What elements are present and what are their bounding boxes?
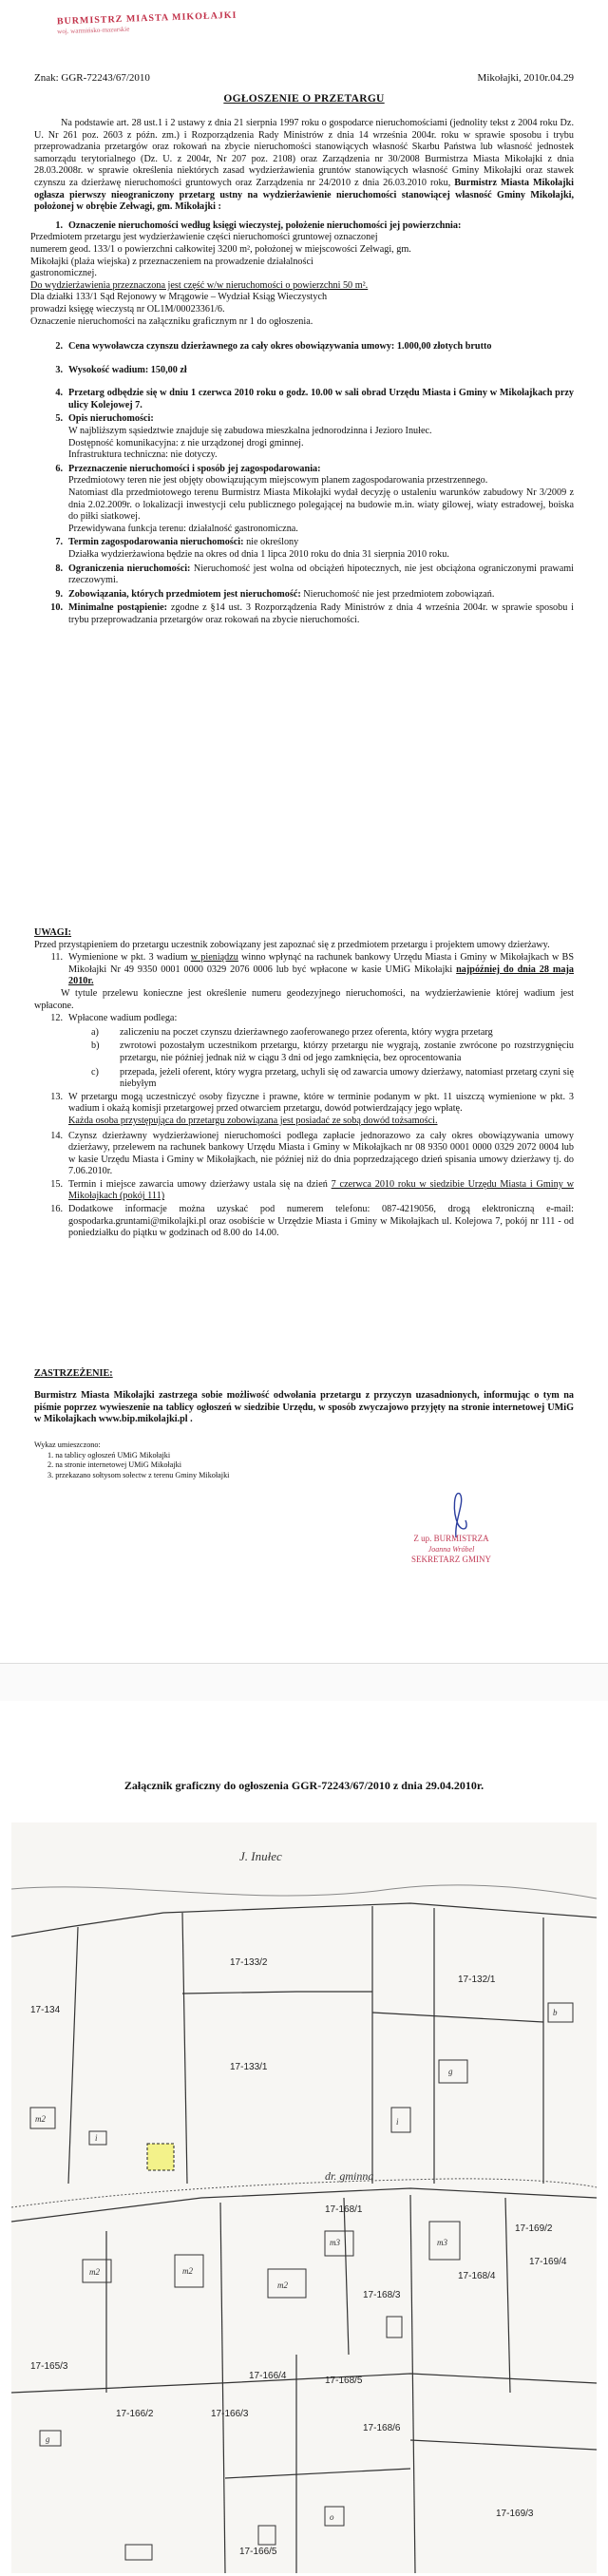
building-label: m2 bbox=[277, 2280, 288, 2290]
parcel-label: 17-166/4 bbox=[249, 2371, 287, 2381]
remark-12-c bbox=[63, 1067, 574, 1091]
item-1-line: Mikołajki (plaża wiejska) z przeznaczeniem na prowadzenie działalności bbox=[30, 256, 314, 267]
posting-item: 3. przekazano sołtysom sołectw z terenu Gminy Mikołajki bbox=[48, 1470, 230, 1479]
remark-12 bbox=[34, 1013, 574, 1025]
parcel-label: 17-168/5 bbox=[325, 2376, 363, 2386]
list-item-7 bbox=[34, 537, 574, 561]
parcel-label: 17-165/3 bbox=[30, 2361, 68, 2372]
item-number: 4. bbox=[55, 388, 63, 399]
list-item-5 bbox=[34, 413, 574, 461]
item-10-text: zgodne z §14 ust. 3 Rozporządzenia Rady Ministrów z dnia 4 września 2004r. w sprawie sposobu i trybu przeprowadzania przetargów oraz rokowań na zbycie nieruchomości. bbox=[68, 602, 575, 625]
remark-14 bbox=[34, 1131, 574, 1178]
remark-11-text: Wymienione w pkt. 3 wadium bbox=[68, 952, 191, 964]
item-1-line: Do wydzierżawienia przeznaczona jest część w/w nieruchomości o powierzchni 50 m². bbox=[30, 279, 369, 291]
parcel-label: 17-168/4 bbox=[458, 2271, 496, 2281]
sub-letter: c) bbox=[91, 1066, 99, 1078]
item-content bbox=[68, 220, 574, 233]
posting-item: 2. na stronie internetowej UMiG Mikołajki bbox=[48, 1460, 181, 1469]
signature-line-3: SEKRETARZ GMINY bbox=[410, 1555, 492, 1564]
list-item-9 bbox=[34, 589, 574, 601]
building-label: g bbox=[46, 2434, 50, 2444]
list-item-3 bbox=[34, 365, 574, 377]
parcel-label: 17-133/2 bbox=[230, 1957, 268, 1968]
item-7-title: Termin zagospodarowania nieruchomości: bbox=[68, 537, 244, 548]
item-6-line: Przedmiotowy teren nie jest objęty obowiązującym miejscowym planem zagospodarowania przestrzennego. bbox=[68, 475, 488, 487]
lake-label: J. Inułec bbox=[239, 1849, 282, 1863]
remark-11 bbox=[34, 952, 574, 988]
building-label: i bbox=[95, 2133, 98, 2143]
remarks-label: UWAGI: bbox=[34, 927, 72, 938]
remark-15-text: Termin i miejsce zawarcia umowy dzierżawy ustala się na dzień bbox=[68, 1178, 332, 1190]
building-label: g bbox=[448, 2067, 453, 2076]
parcel-label: 17-166/5 bbox=[239, 2547, 277, 2557]
parcel-label: 17-132/1 bbox=[458, 1975, 496, 1985]
list-item-6 bbox=[34, 464, 574, 536]
lease-area-highlight bbox=[147, 2144, 174, 2170]
item-content bbox=[68, 1179, 574, 1203]
announcement-body bbox=[30, 118, 575, 627]
item-1-line: Oznaczenie nieruchomości na załączniku graficznym nr 1 do ogłoszenia. bbox=[30, 315, 314, 327]
map-background bbox=[11, 1822, 597, 2573]
item-number: 2. bbox=[55, 341, 63, 353]
item-content bbox=[68, 537, 574, 561]
list-item-1 bbox=[34, 220, 574, 233]
signature-stamp bbox=[380, 1492, 522, 1568]
item-7-title-rest: nie określony bbox=[243, 537, 299, 548]
remark-15-date: 7 czerwca 2010 roku w siedzibie Urzędu Miasta i Gminy w Mikołajkach (pokój 111) bbox=[68, 1178, 574, 1202]
item-number: 5. bbox=[55, 413, 63, 425]
item-number: 11. bbox=[50, 952, 63, 964]
remark-12-b bbox=[63, 1040, 574, 1064]
item-2-text: Cena wywoławcza czynszu dzierżawnego za cały okres obowiązywania umowy: 1.000,00 złotych brutto bbox=[68, 341, 492, 353]
parcel-label: 17-168/6 bbox=[363, 2423, 401, 2433]
building-label: m2 bbox=[35, 2114, 46, 2124]
item-6-line: Natomiast dla przedmiotowego terenu Burmistrz Miasta Mikołajki wydał decyzję o ustaleniu warunków zabudowy Nr 3/2009 z dnia 2.02.2009r. o lokalizacji inwestycji celu publicznego polegającej na budowie m.in. wiaty gilowej, wiaty estradowej, boiska do piłki siatkowej. bbox=[68, 487, 574, 523]
posting-item: 1. na tablicy ogłoszeń UMiG Mikołajki bbox=[48, 1450, 171, 1460]
remark-16 bbox=[34, 1204, 574, 1240]
item-5-line: Infrastruktura techniczna: nie dotyczy. bbox=[68, 449, 218, 461]
remark-13 bbox=[34, 1092, 574, 1128]
remark-12-a bbox=[63, 1027, 574, 1040]
parcel-label: 17-134 bbox=[30, 2005, 61, 2015]
building-label: m2 bbox=[182, 2266, 193, 2276]
item-1-details bbox=[30, 232, 574, 328]
cadastral-map bbox=[11, 1822, 597, 2573]
road-label: dr. gminna bbox=[325, 2169, 374, 2183]
intro-paragraph bbox=[34, 118, 574, 214]
office-stamp bbox=[57, 10, 238, 38]
sub-letter: a) bbox=[91, 1026, 99, 1038]
reservation-title: ZASTRZEŻENIE: bbox=[34, 1368, 113, 1380]
item-5-title: Opis nieruchomości: bbox=[68, 413, 154, 425]
remark-11-underlined: w pieniądzu bbox=[190, 952, 238, 964]
remark-13-identity: Każda osoba przystępująca do przetargu zobowiązana jest posiadać ze sobą dowód tożsamości. bbox=[68, 1115, 438, 1126]
item-content bbox=[68, 952, 574, 988]
reference-number: Znak: GGR-72243/67/2010 bbox=[34, 72, 150, 84]
parcel-label: 17-168/1 bbox=[325, 2204, 363, 2215]
item-10-title: Minimalne postąpienie: bbox=[68, 602, 168, 614]
item-number: 16. bbox=[50, 1204, 63, 1215]
remark-15 bbox=[34, 1179, 574, 1203]
parcel-label: 17-166/2 bbox=[116, 2409, 154, 2419]
building-label: o bbox=[330, 2512, 334, 2522]
item-4-text: Przetarg odbędzie się w dniu 1 czerwca 2010 roku o godz. 10.00 w sali obrad Urzędu Miasta i Gminy w Mikołajkach przy ulicy Kolejowej 7. bbox=[68, 388, 574, 410]
item-1-line: Przedmiotem przetargu jest wydzierżawienie części nieruchomości gruntowej oznaczonej bbox=[30, 232, 378, 243]
building-label: i bbox=[396, 2117, 399, 2127]
signature-line-2: Joanna Wróbel bbox=[428, 1545, 475, 1554]
item-number: 12. bbox=[50, 1013, 63, 1024]
item-1-line: Dla działki 133/1 Sąd Rejonowy w Mrągowie – Wydział Ksiąg Wieczystych bbox=[30, 292, 328, 303]
remark-12-b-text: zwrotowi pozostałym uczestnikom przetargu, którzy przetargu nie wygrają, zostanie zwrócone po rozstrzygnięciu przetargu, nie później jednak niż w ciągu 3 dni od jego zamknięcia, bez oprocentowania bbox=[120, 1040, 574, 1063]
building-label: b bbox=[553, 2008, 558, 2017]
signature-text bbox=[380, 1534, 522, 1565]
item-number: 3. bbox=[55, 364, 63, 375]
remark-13-text: W przetargu mogą uczestniczyć osoby fizyczne i prawne, które w terminie podanym w pkt. 11 uiszczą wymienione w pkt. 3 wadium i okażą komisji przetargowej przed otwarciem przetargu, dowód potwierdzający jego wpłatę. bbox=[68, 1091, 574, 1115]
item-number: 14. bbox=[50, 1130, 63, 1141]
remark-12-title: Wpłacone wadium podlega: bbox=[68, 1013, 178, 1024]
intro-bold-text: Burmistrz Miasta Mikołajki ogłasza pierwszy nieograniczony przetarg ustny na wydzierżawienie nieruchomości stanowiącej własność Gminy Mikołajki, położonej w obrębie Zełwagi, gm. Mikołajki : bbox=[34, 177, 575, 213]
parcel-label: 17-169/2 bbox=[515, 2223, 553, 2234]
reservation-section bbox=[34, 1359, 574, 1436]
stamp-line-1: BURMISTRZ MIASTA MIKOŁAJKI bbox=[56, 10, 238, 28]
item-number: 10. bbox=[50, 602, 63, 614]
signature-scribble-icon bbox=[428, 1492, 484, 1539]
item-content bbox=[68, 413, 574, 461]
item-number: 1. bbox=[55, 219, 63, 231]
item-number: 9. bbox=[55, 588, 63, 600]
item-content bbox=[68, 464, 574, 536]
list-item-8 bbox=[34, 563, 574, 587]
list-item-4 bbox=[34, 388, 574, 411]
remarks-intro: Przed przystąpieniem do przetargu uczestnik zobowiązany jest zapoznać się z przedmiotem przetargu i projektem umowy dzierżawy. bbox=[34, 939, 550, 950]
item-content bbox=[68, 563, 574, 587]
item-7-line: Działka wydzierżawiona będzie na okres od dnia 1 lipca 2010 roku do dnia 31 sierpnia 2010 roku. bbox=[68, 549, 449, 560]
item-content bbox=[68, 1092, 574, 1128]
remark-11-transfer-note: W tytule przelewu konieczne jest określenie numeru geodezyjnego nieruchomości, na wydzierżawienie której wadium jest wpłacone. bbox=[34, 987, 574, 1011]
item-number: 7. bbox=[55, 537, 63, 548]
item-5-line: Dostępność komunikacyjna: z nie urządzonej drogi gminnej. bbox=[68, 437, 304, 448]
posting-list bbox=[34, 1441, 319, 1480]
item-5-line: W najbliższym sąsiedztwie znajduje się zabudowa mieszkalna jednorodzinna i Jezioro Inułec. bbox=[68, 426, 432, 437]
item-6-title: Przeznaczenie nieruchomości i sposób jej zagospodarowania: bbox=[68, 463, 321, 474]
building-label: m2 bbox=[89, 2267, 100, 2277]
item-1-line: gastronomicznej. bbox=[30, 268, 97, 279]
item-6-line: Przewidywana funkcja terenu: działalność gastronomiczna. bbox=[68, 523, 298, 534]
item-8-title: Ograniczenia nieruchomości: bbox=[68, 563, 191, 574]
list-item-2 bbox=[34, 341, 574, 353]
building-label: m3 bbox=[437, 2238, 447, 2247]
remarks-section bbox=[34, 927, 574, 1240]
signature-line-1: Z up. BURMISTRZA bbox=[413, 1534, 489, 1543]
item-number: 13. bbox=[50, 1091, 63, 1102]
parcel-label: 17-169/4 bbox=[529, 2257, 567, 2267]
parcel-label: 17-133/1 bbox=[230, 2062, 268, 2072]
parcel-label: 17-169/3 bbox=[496, 2509, 534, 2519]
posting-list-title: Wykaz umieszczono: bbox=[34, 1441, 101, 1449]
item-1-line: prowadzi księgę wieczystą nr OL1M/00023361/6. bbox=[30, 303, 225, 315]
building-label: m3 bbox=[330, 2238, 340, 2247]
document-page-2 bbox=[0, 1701, 608, 2576]
page-title: OGŁOSZENIE O PRZETARGU bbox=[223, 93, 385, 105]
item-1-line: numerem geod. 133/1 o powierzchni całkowitej 3200 m², położonej w miejscowości Zełwagi, gm. bbox=[30, 243, 411, 255]
remark-12-c-text: przepada, jeżeli oferent, który wygra przetarg, uchyli się od zawarcia umowy dzierżawy, natomiast przetarg czyni się niebyłym bbox=[120, 1066, 574, 1090]
item-number: 15. bbox=[50, 1178, 63, 1190]
item-number: 8. bbox=[55, 563, 63, 574]
header-row bbox=[34, 72, 574, 84]
attachment-title: Załącznik graficzny do ogłoszenia GGR-72243/67/2010 z dnia 29.04.2010r. bbox=[124, 1779, 484, 1792]
posting-item-text: na tablicy ogłoszeń UMiG Mikołajki bbox=[55, 1450, 171, 1460]
sub-letter: b) bbox=[91, 1040, 100, 1052]
item-3-text: Wysokość wadium: 150,00 zł bbox=[68, 364, 187, 375]
posting-item-text: przekazano sołtysom sołectw z terenu Gminy Mikołajki bbox=[55, 1470, 230, 1479]
intro-text: Na podstawie art. 28 ust.1 i 2 ustawy z dnia 21 sierpnia 1997 roku o gospodarce nieruchomościami (jednolity tekst z 2004 roku Dz. U. Nr 261 poz. 2603 z późn. zm.) i Rozporządzenia Rady Ministrów z dnia 14 września 2004r. roku w sprawie sposobu i trybu przeprowadzania przetargów oraz rokowań na zbycie nieruchomości stanowiących własność Skarbu Państwa lub własność jednostek samorządu terytorialnego (Dz. U. z 2004r, Nr 207 poz. 2108) oraz Zarządzenia nr 30/2008 Burmistrza Miasta Mikołajki z dnia 28.03.2008r. w sprawie określenia niektórych zasad wydzierżawienia gruntów stanowiących własność Gminy Mikołajki oraz stawek czynszu za dzierżawę nieruchomości gruntowych oraz Zarządzenia nr 24/2010 z dnia 26.03.2010 roku, bbox=[34, 118, 574, 188]
item-content bbox=[68, 589, 574, 601]
remark-14-text: Czynsz dzierżawny wydzierżawionej nieruchomości podlega zapłacie jednorazowo za cały okres obowiązywania umowy dzierżawy, przelewem na rachunek bankowy Urzędu Miasta i Gminy w Mikołajkach nr 08 9350 0001 0000 0329 2072 0004 lub w kasie Urzędu Miasta i Gminy w Mikołajkach, nie później niż do dnia poprzedzającego dzień spisania umowy dzierżawy tj. do 7.06.2010r. bbox=[68, 1130, 574, 1177]
parcel-label: 17-166/3 bbox=[211, 2409, 249, 2419]
document-date: Mikołajki, 2010r.04.29 bbox=[477, 72, 574, 84]
remark-11-text-2: winno wpłynąć na rachunek bankowy Urzędu Miasta i Gminy w Mikołajkach w BS Mikołajki Nr 49 9350 0001 0000 0329 2076 0006 lub być wpłacone w kasie UMiG Mikołajki bbox=[68, 952, 574, 975]
list-item-10 bbox=[34, 602, 574, 626]
remark-12-a-text: zaliczeniu na poczet czynszu dzierżawnego zaoferowanego przez oferenta, który wygra przetarg bbox=[120, 1026, 493, 1038]
item-content bbox=[68, 602, 574, 626]
reservation-text: Burmistrz Miasta Mikołajki zastrzega sobie możliwość odwołania przetargu z przyczyn uzasadnionych, informując o tym na piśmie poprzez wywieszenie na tablicy ogłoszeń w siedzibie Urzędu, w sposób zwyczajowo przyjęty na stronie internetowej UMiG w Mikołajkach www.bip.mikolajki.pl . bbox=[34, 1389, 574, 1425]
remark-16-text: Dodatkowe informacje można uzyskać pod numerem telefonu: 087-4219056, drogą elektroniczną e-mail: gospodarka.gruntami@mikolajki.pl oraz osobiście w Urzędzie Miasta i Gminy w Mikołajkach ul. Kolejowa 7, pokój nr 111 - od poniedziałku do piątku w godzinach od 8.00 do 14.00. bbox=[68, 1204, 574, 1239]
item-number: 6. bbox=[55, 463, 63, 474]
item-9-title: Zobowiązania, których przedmiotem jest nieruchomość: bbox=[68, 588, 301, 600]
parcel-label: 17-168/3 bbox=[363, 2290, 401, 2300]
item-8-text: Nieruchomość jest wolna od obciążeń hipotecznych, nie jest obciążona ograniczonymi prawami rzeczowymi. bbox=[68, 563, 575, 586]
item-9-text: Nieruchomość nie jest przedmiotem zobowiązań. bbox=[300, 588, 495, 600]
item-1-title: Oznaczenie nieruchomości według księgi wieczystej, położenie nieruchomości jej powierzchnia: bbox=[68, 219, 462, 231]
posting-item-text: na stronie internetowej UMiG Mikołajki bbox=[55, 1460, 181, 1469]
page-separator bbox=[0, 1663, 608, 1703]
remark-11-deadline: najpóźniej do dnia 28 maja 2010r. bbox=[68, 964, 574, 987]
stamp-line-2: woj. warmińsko-mazurskie bbox=[57, 25, 130, 36]
